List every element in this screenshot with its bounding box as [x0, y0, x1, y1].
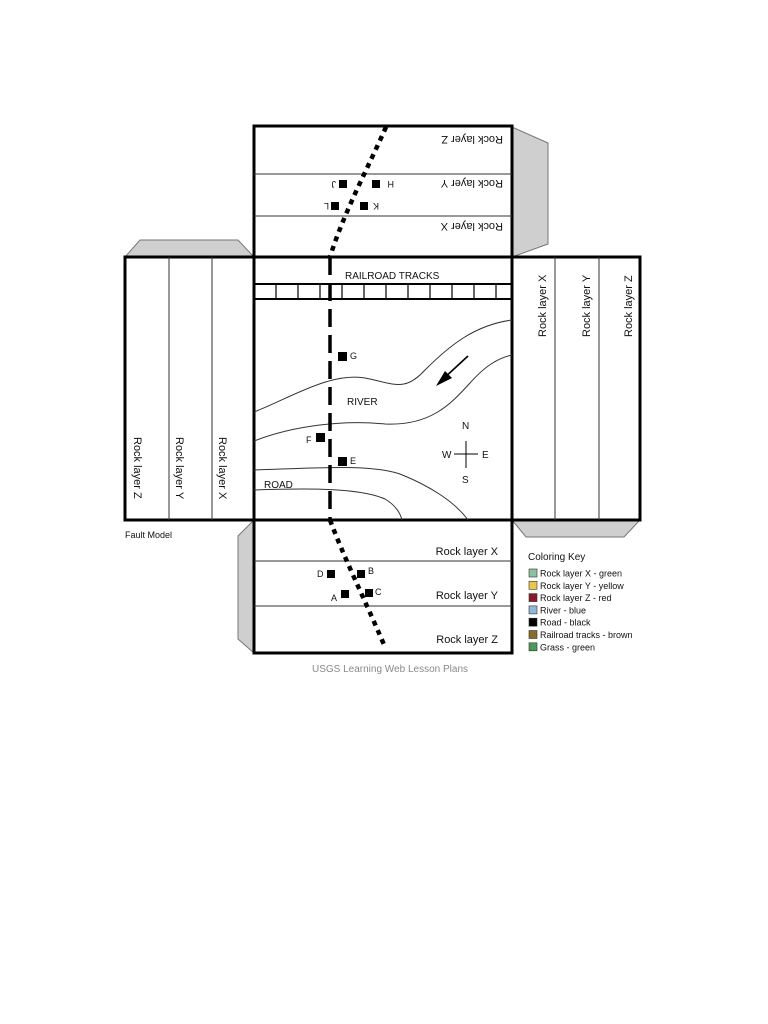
coloring-key — [528, 552, 633, 652]
railroad-label: RAILROAD TRACKS — [345, 271, 440, 282]
fault-top — [330, 127, 386, 257]
right-label-x: Rock layer X — [537, 274, 549, 337]
coloring-key-swatch — [529, 643, 537, 651]
point-f-marker — [316, 433, 325, 442]
tab-right-bottom — [512, 520, 640, 537]
road-label: ROAD — [264, 480, 293, 491]
left-label-y: Rock layer Y — [173, 437, 185, 500]
point-h-marker — [372, 180, 380, 188]
river — [254, 320, 512, 441]
bottom-label-y: Rock layer Y — [435, 590, 498, 602]
point-l-marker — [331, 202, 339, 210]
top-label-z: Rock layer Z — [441, 133, 503, 145]
point-c-marker — [365, 589, 373, 597]
point-k-label: K — [372, 201, 379, 211]
coloring-key-item: Rock layer Y - yellow — [540, 580, 624, 591]
railroad-tracks — [254, 271, 512, 299]
compass-e: E — [482, 450, 489, 461]
point-b-marker — [357, 570, 365, 578]
point-d-marker — [327, 570, 335, 578]
diagram-title: Fault Model — [125, 530, 173, 540]
river-bank-south — [254, 355, 512, 441]
coloring-key-swatch — [529, 618, 537, 626]
top-label-y: Rock layer Y — [440, 177, 503, 189]
bottom-label-z: Rock layer Z — [436, 634, 498, 646]
right-layer-labels — [537, 274, 635, 337]
credit-line: USGS Learning Web Lesson Plans — [311, 664, 469, 675]
left-label-z: Rock layer Z — [131, 437, 143, 499]
point-a-label: A — [331, 593, 338, 603]
compass-s: S — [462, 475, 469, 486]
fault-bottom — [330, 520, 385, 647]
point-e-label: E — [350, 456, 357, 466]
left-label-x: Rock layer X — [216, 437, 228, 500]
top-label-x: Rock layer X — [440, 220, 503, 232]
point-j-label: J — [331, 179, 336, 189]
point-a-marker — [341, 590, 349, 598]
point-c-label: C — [375, 587, 382, 597]
right-label-z: Rock layer Z — [623, 275, 635, 337]
left-panel — [125, 257, 254, 520]
sample-points — [306, 179, 394, 603]
coloring-key-item: Rock layer X - green — [540, 568, 623, 579]
coloring-key-swatch — [529, 581, 537, 589]
point-d-label: D — [317, 569, 324, 579]
bottom-label-x: Rock layer X — [435, 546, 498, 558]
point-l-label: L — [323, 201, 329, 211]
point-e-marker — [338, 457, 347, 466]
coloring-key-swatch — [529, 594, 537, 602]
coloring-key-swatch — [529, 631, 537, 639]
compass-w: W — [442, 450, 452, 461]
point-k-marker — [360, 202, 368, 210]
point-g-marker — [338, 352, 347, 361]
river-bank-north — [254, 320, 512, 412]
right-panel — [512, 257, 640, 520]
coloring-key-title: Coloring Key — [528, 552, 586, 563]
coloring-key-swatch — [529, 606, 537, 614]
coloring-key-swatch — [529, 569, 537, 577]
coloring-key-item: Rock layer Z - red — [540, 593, 612, 604]
river-label: RIVER — [347, 397, 378, 408]
coloring-key-item: River - blue — [540, 605, 587, 616]
coloring-key-item: Road - black — [540, 617, 591, 628]
left-layer-labels — [131, 437, 228, 500]
point-h-label: H — [387, 179, 394, 189]
road-edge-north — [254, 468, 468, 521]
coloring-key-item: Railroad tracks - brown — [540, 630, 633, 640]
coloring-key-item: Grass - green — [540, 642, 596, 653]
point-b-label: B — [368, 566, 375, 576]
point-j-marker — [339, 180, 347, 188]
tab-left-top — [125, 240, 254, 257]
point-f-label: F — [306, 435, 312, 445]
tab-bottom-left — [238, 520, 254, 653]
compass-rose — [442, 421, 489, 486]
road-edge-south — [254, 489, 402, 520]
top-layer-labels — [440, 133, 503, 232]
flow-arrow — [436, 356, 468, 386]
point-g-label: G — [350, 351, 358, 361]
road — [254, 468, 468, 521]
right-label-y: Rock layer Y — [581, 274, 593, 337]
compass-n: N — [462, 421, 470, 432]
tab-top-right — [512, 127, 548, 257]
